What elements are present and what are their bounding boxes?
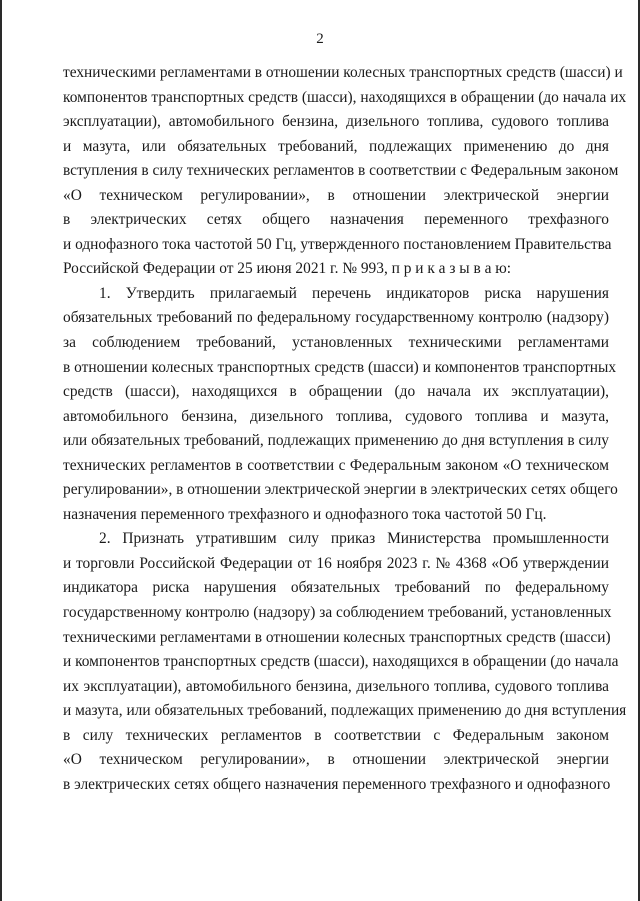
text-line: и компонентов транспортных средств (шасси), находящихся в обращении (до начала [63,653,619,671]
text-line: в силу технических регламентов в соответствии с Федеральным законом [63,726,609,744]
text-line: компонентов транспортных средств (шасси), находящихся в обращении (до начала их [63,88,627,106]
text-line: техническими регламентами в отношении колесных транспортных средств (шасси) и [63,64,623,81]
text-line: средств (шасси), находящихся в обращении (до начала их эксплуатации), [63,383,609,401]
text-line: «О техническом регулировании», в отношении электрической энергии [63,751,609,769]
text-line: за соблюдением требований, установленных техническими регламентами [63,334,609,352]
text-line: 1. Утвердить прилагаемый перечень индикаторов риска нарушения [99,284,609,302]
text-line: вступления в силу технических регламентов в соответствии с Федеральным законом [63,162,619,180]
text-line: автомобильного бензина, дизельного топлива, судового топлива и мазута, [63,407,609,425]
text-line: и мазута, или обязательных требований, подлежащих применению до дня [63,137,609,155]
text-line: в электрических сетях общего назначения переменного трехфазного [63,211,609,229]
text-line: назначения переменного трехфазного и однофазного тока частотой 50 Гц. [63,505,547,523]
text-line: и однофазного тока частотой 50 Гц, утвержденного постановлением Правительства [63,235,612,253]
scan-edge-left [0,0,2,901]
text-line: или обязательных требований, подлежащих применению до дня вступления в силу [63,432,609,450]
text-line: индикатора риска нарушения обязательных требований по федеральному [63,579,609,597]
page-number: 2 [316,31,324,47]
text-line: техническими регламентами в отношении колесных транспортных средств (шасси) [63,628,611,646]
text-line: обязательных требований по федеральному государственному контролю (надзору) [63,309,609,327]
document-body [63,61,627,797]
text-line: регулировании», в отношении электрической энергии в электрических сетях общего [63,481,618,499]
text-line: и торговли Российской Федерации от 16 ноября 2023 г. № 4368 «Об утверждении [63,554,609,572]
text-line: их эксплуатации), автомобильного бензина, дизельного топлива, судового топлива [63,677,609,695]
text-line: и мазута, или обязательных требований, подлежащих применению до дня вступления [63,702,627,720]
text-line: Российской Федерации от 25 июня 2021 г. № 993, п р и к а з ы в а ю: [63,260,512,278]
text-line: технических регламентов в соответствии с Федеральным законом «О техническом [63,456,609,474]
text-line: в отношении колесных транспортных средств (шасси) и компонентов транспортных [63,358,617,376]
text-line: государственному контролю (надзору) за соблюдением требований, установленных [63,604,612,622]
text-line: «О техническом регулировании», в отношении электрической энергии [63,186,609,204]
text-line: эксплуатации), автомобильного бензина, дизельного топлива, судового топлива [63,113,609,131]
text-line: в электрических сетях общего назначения переменного трехфазного и однофазного [63,775,611,793]
text-line: 2. Признать утратившим силу приказ Министерства промышленности [99,530,609,548]
